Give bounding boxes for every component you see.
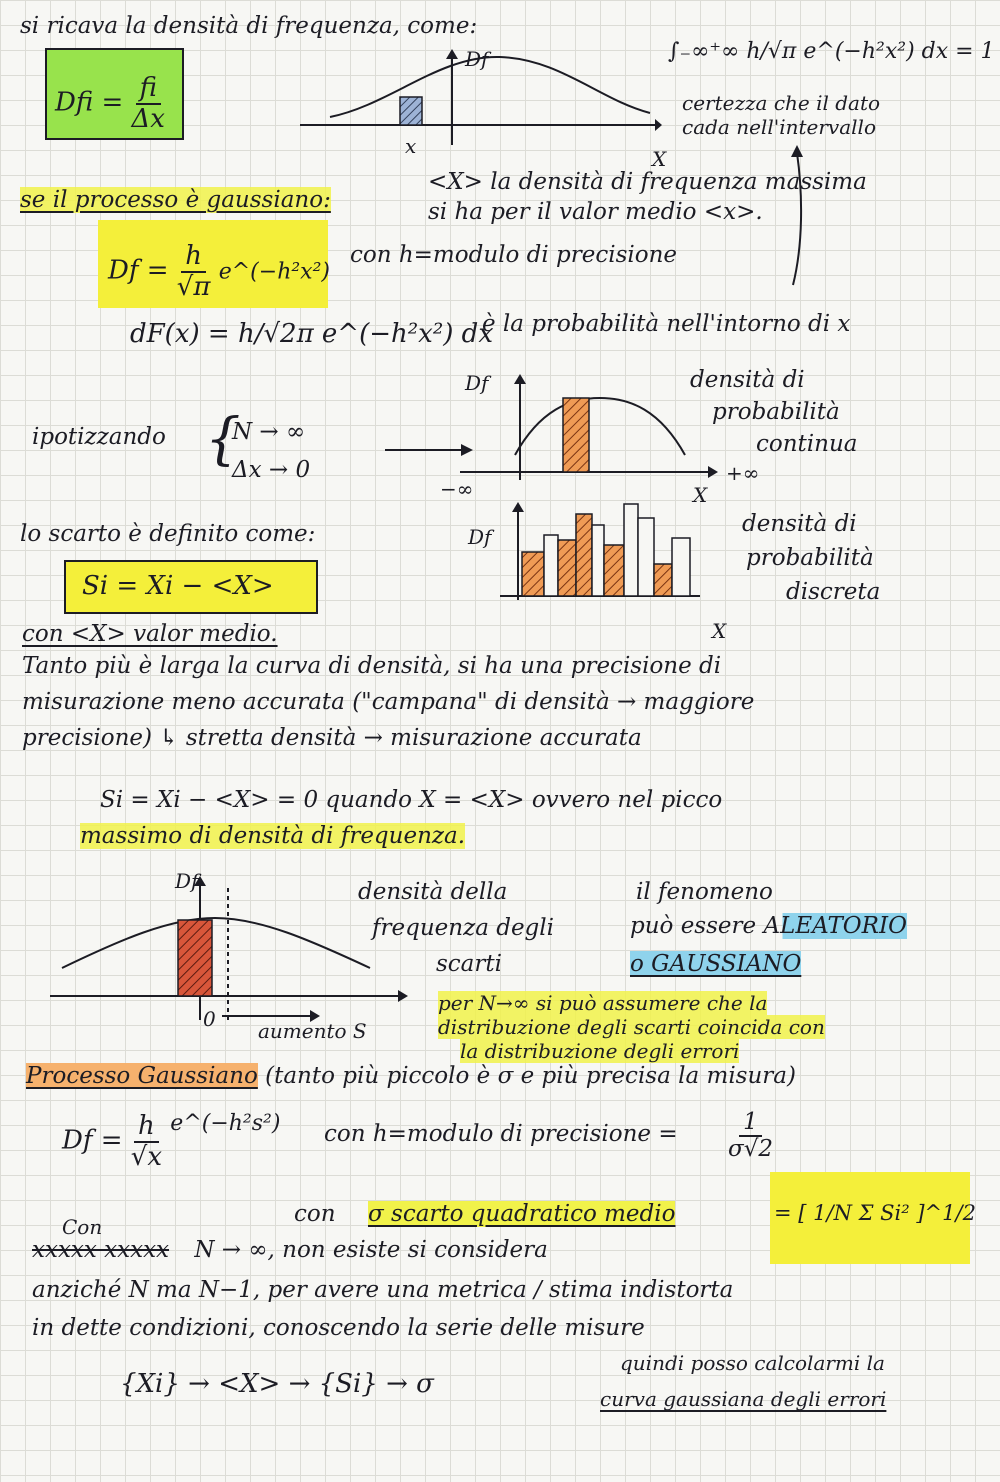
con-h-precisione: con h=modulo di precisione = (324, 1121, 678, 1147)
discreta-line-1: densità di (742, 511, 857, 537)
si-zero-line-2 (80, 824, 465, 849)
chart3-y-arrow (512, 502, 524, 512)
dfi-numerator: fi (136, 74, 161, 105)
intro-line (20, 14, 477, 39)
chart4-y-label: Df (175, 869, 199, 893)
chart1-y-label: Df (465, 47, 489, 71)
hist-bar (624, 504, 638, 596)
h-denominator: σ√2 (728, 1136, 773, 1163)
con-h-line: con h=modulo di precisione (350, 242, 678, 268)
prob-line: è la probabilità nell'intorno di x (482, 311, 851, 337)
continua-line-2: probabilità (712, 399, 840, 425)
assumere-line-1 (438, 992, 767, 1014)
paragraph-line-3: precisione) ↳ stretta densità → misurazione accurata (22, 725, 642, 751)
dfi-formula (55, 74, 165, 133)
quindi-text-2: curva gaussiana degli errori (600, 1387, 887, 1411)
assumere-text-2: distribuzione degli scarti coincida con (438, 1015, 825, 1039)
arrow-to-certezza (785, 145, 815, 295)
ipotizzando-brace: { (205, 407, 241, 472)
discreta-line-3: discreta (786, 579, 881, 605)
continua-line-1: densità di (690, 367, 805, 393)
dfs-numerator: h (134, 1112, 159, 1143)
ipotizzando-label: ipotizzando (32, 424, 166, 450)
paragraph-line-2: misurazione meno accurata ("campana" di densità → maggiore (22, 689, 755, 715)
sigma-label-line (368, 1202, 675, 1227)
chart1-hatched-bar (400, 97, 422, 125)
discreta-line-2: probabilità (746, 545, 874, 571)
dette-text: in dette condizioni, conoscendo la serie delle misure (32, 1315, 645, 1341)
ipotizzando-cond-2: Δx → 0 (232, 457, 311, 483)
processo-gaussiano-label: Processo Gaussiano (26, 1063, 258, 1089)
hist-bar (638, 518, 654, 596)
scarto-formula: Si = Xi − <X> (82, 571, 274, 601)
h-numerator: 1 (739, 1110, 762, 1137)
hist-bar (576, 514, 592, 596)
dfi-lhs: Dfi = (55, 87, 124, 118)
chart1-curve (330, 57, 650, 117)
scarto-line (20, 522, 315, 547)
df-exponential: e^(−h²x²) (218, 259, 330, 285)
media-line-1: <X> la densità di frequenza massima (428, 169, 867, 195)
chart4-zero-label: 0 (203, 1007, 216, 1031)
h-fraction (728, 1110, 773, 1163)
scarto-formula-box (64, 560, 318, 614)
chart2-plus-inf: +∞ (726, 461, 760, 485)
chart2-minus-inf: −∞ (440, 477, 474, 501)
aumento-label: aumento S (258, 1019, 367, 1043)
chart1-y-arrow (446, 49, 458, 59)
gaussian-chart-2 (460, 370, 720, 490)
media-line-2: si ha per il valor medio <x>. (428, 199, 763, 225)
fenomeno-text-2: può essere ALEATORIO (630, 913, 907, 939)
chart1-x-arrow (655, 119, 662, 131)
chart2-y-arrow (514, 374, 526, 384)
certezza-line-1: certezza che il dato (682, 91, 881, 115)
assumere-text-1: per N→∞ si può assumere che la (438, 991, 768, 1015)
fenomeno-text-3: o GAUSSIANO (630, 951, 802, 977)
dfi-fraction (132, 74, 165, 133)
gaussian-chart-4 (50, 870, 410, 1030)
hist-bar (604, 545, 624, 596)
chart3-x-label: X (712, 619, 727, 643)
dens-scarti-2: frequenza degli (372, 915, 554, 941)
hist-bar (558, 540, 576, 596)
non-esiste-line: xxxxx xxxxx N → ∞, non esiste si considera (32, 1237, 548, 1263)
df-denominator: √π (176, 271, 211, 302)
df-formula-box (98, 220, 328, 308)
hist-bar (544, 535, 558, 596)
df-fraction (177, 242, 211, 301)
anziche-line: anziché N ma N−1, per avere una metrica / stima indistorta (32, 1277, 734, 1303)
dette-line (32, 1316, 645, 1341)
integral-formula: ∫₋∞⁺∞ h/√π e^(−h²x²) dx = 1 (668, 39, 995, 64)
h-fraction-body (728, 1110, 773, 1163)
dfs-lhs: Df = (62, 1125, 123, 1156)
chart2-curve (515, 398, 685, 455)
scarto-text: lo scarto è definito come: (20, 521, 316, 547)
fenomeno-line-3 (630, 952, 801, 977)
df-numerator: h (181, 242, 206, 273)
non-esiste-text: N → ∞, non esiste si considera (194, 1237, 548, 1263)
chart4-curve (62, 918, 370, 968)
si-zero-line: Si = Xi − <X> = 0 quando X = <X> ovvero nel picco (100, 787, 723, 813)
df-dx-formula: dF(x) = h/√2π e^(−h²x²) dx (130, 319, 493, 349)
dens-scarti-3: scarti (436, 951, 502, 977)
chart1-x-label: X (652, 147, 667, 171)
chart2-hatched-bar (563, 398, 589, 472)
continua-line-3: continua (756, 431, 858, 457)
chart4-x-arrow (398, 990, 408, 1002)
dens-scarti-1: densità della (358, 879, 508, 905)
dfs-formula (62, 1112, 280, 1171)
processo-gaussiano-note: (tanto più piccolo è σ e più precisa la misura) (265, 1063, 796, 1089)
assumere-text-3: la distribuzione degli errori (460, 1039, 740, 1063)
con-small: Con (62, 1215, 103, 1239)
si-zero-text-2: massimo di densità di frequenza. (80, 823, 466, 849)
hist-bar (672, 538, 690, 596)
assumere-line-2 (438, 1016, 825, 1038)
processo-text: se il processo è gaussiano: (20, 187, 331, 213)
quindi-line-1: quindi posso calcolarmi la (620, 1351, 885, 1375)
processo-gaussiano-line (26, 1064, 796, 1089)
quindi-line-2 (600, 1388, 886, 1410)
chain-formula: {Xi} → <X> → {Si} → σ (120, 1369, 434, 1399)
valor-medio-text: con <X> valor medio. (22, 621, 278, 647)
hist-bar (654, 564, 672, 596)
fenomeno-line-1: il fenomeno (636, 879, 773, 905)
assumere-line-3 (460, 1040, 739, 1062)
processo-line (20, 188, 331, 213)
hist-bar (592, 525, 604, 596)
fenomeno-line-2 (630, 914, 907, 939)
df-formula (108, 242, 330, 301)
certezza-line-2: cada nell'intervallo (682, 115, 876, 139)
chart3-y-label: Df (468, 525, 492, 549)
paragraph-line-1: Tanto più è larga la curva di densità, si ha una precisione di (22, 653, 722, 679)
chart2-x-arrow (708, 466, 718, 478)
valor-medio-line (22, 622, 278, 647)
chart1-x-mark: x (405, 134, 417, 158)
chart4-hatched-bar (178, 920, 212, 996)
ipotizzando-cond-1: N → ∞ (232, 419, 306, 445)
intro-text: si ricava la densità di frequenza, come: (20, 13, 478, 39)
dfs-exponential: e^(−h²s²) (170, 1111, 281, 1136)
dfi-denominator: Δx (131, 103, 165, 134)
sigma-con: con (294, 1201, 336, 1227)
chart2-x-label: X (693, 483, 708, 507)
sigma-formula-box (770, 1172, 976, 1264)
histogram-chart (500, 500, 700, 610)
sigma-label: σ scarto quadratico medio (368, 1201, 676, 1227)
dfs-denominator: √x (130, 1141, 163, 1172)
sigma-formula: = [ 1/N Σ Si² ]^1/2 (774, 1201, 976, 1225)
dfs-fraction (131, 1112, 162, 1171)
df-lhs: Df = (108, 255, 169, 286)
chart2-y-label: Df (465, 371, 489, 395)
dfi-formula-box (45, 48, 184, 140)
hist-bar (522, 552, 544, 596)
